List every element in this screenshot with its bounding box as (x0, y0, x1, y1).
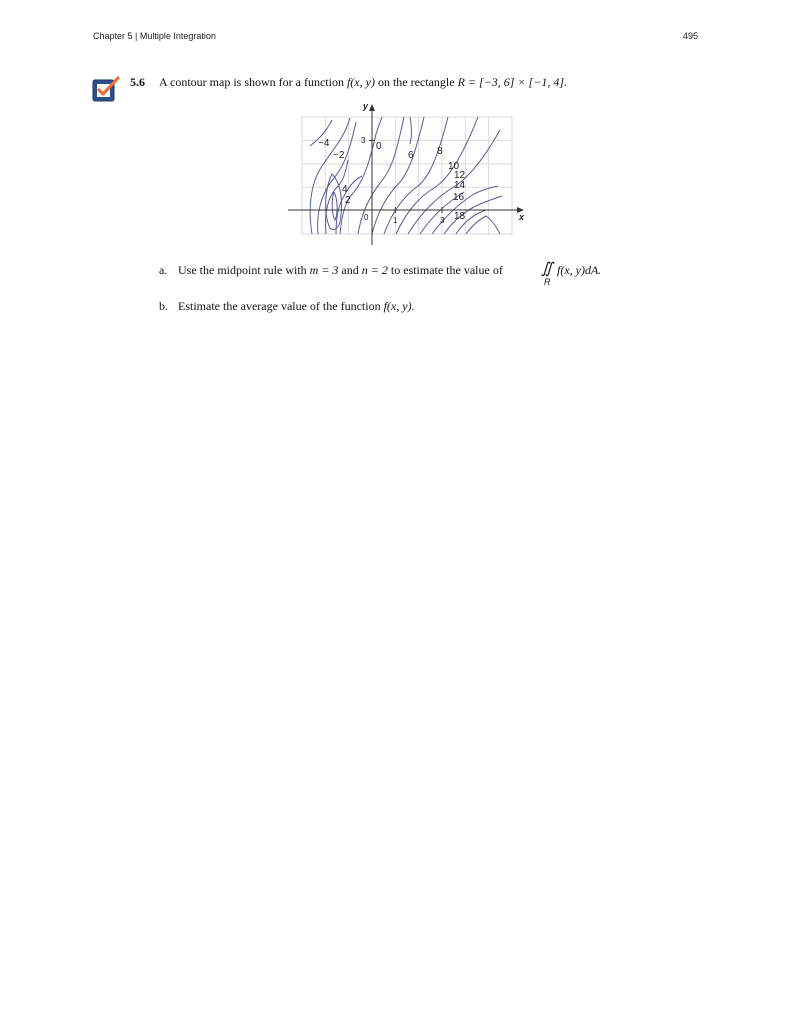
contour-label: −2 (333, 150, 345, 161)
y-axis-arrow (369, 104, 375, 111)
contour-label: 0 (376, 141, 382, 152)
contour-label: 10 (448, 161, 460, 172)
part-a-text-after: to estimate the value of (387, 263, 503, 277)
exercise-prompt (159, 75, 567, 90)
part-a-label: a. (159, 263, 168, 277)
integrand: f(x, y)dA. (557, 263, 602, 277)
contour-label: 16 (453, 192, 465, 203)
integral-region: R (544, 277, 551, 287)
contour-label: −4 (318, 138, 330, 149)
contour-label: 12 (454, 170, 466, 181)
function-expression: f(x, y). (383, 299, 415, 313)
n-expression: n = 2 (361, 263, 388, 277)
page-number: 495 (683, 31, 699, 41)
contour-map-figure (288, 100, 528, 250)
part-a (159, 263, 503, 278)
contour-label: 18 (454, 211, 466, 222)
part-b-label: b. (159, 299, 168, 313)
and-text: and (338, 263, 362, 277)
rectangle-expression: R = [−3, 6] × [−1, 4]. (457, 75, 567, 89)
double-integral-symbol: ∬ (541, 261, 553, 277)
function-expression: f(x, y) (346, 75, 375, 89)
origin-label: 0 (364, 213, 369, 222)
y-tick-label: 3 (361, 136, 366, 145)
contour-label: 14 (454, 180, 466, 191)
prompt-middle: on the rectangle (374, 75, 458, 89)
x-tick-label: 3 (440, 216, 445, 225)
part-b-text: Estimate the average value of the function (178, 299, 384, 313)
m-expression: m = 3 (309, 263, 339, 277)
x-axis-label: x (519, 212, 525, 222)
x-tick-label: 1 (393, 216, 398, 225)
contour-label: 8 (437, 146, 443, 157)
prompt-prefix: A contour map is shown for a function (159, 75, 347, 89)
page-header-chapter: Chapter 5 | Multiple Integration (93, 31, 216, 41)
contour-curves (310, 117, 502, 234)
contour-label: 2 (345, 195, 351, 206)
y-axis-label: y (363, 101, 369, 111)
checkpoint-checkbox-icon (92, 76, 120, 102)
contour-label: 4 (342, 184, 348, 195)
part-a-text: Use the midpoint rule with (178, 263, 310, 277)
contour-label: 6 (408, 150, 414, 161)
exercise-number: 5.6 (130, 75, 145, 89)
part-b (159, 299, 415, 314)
